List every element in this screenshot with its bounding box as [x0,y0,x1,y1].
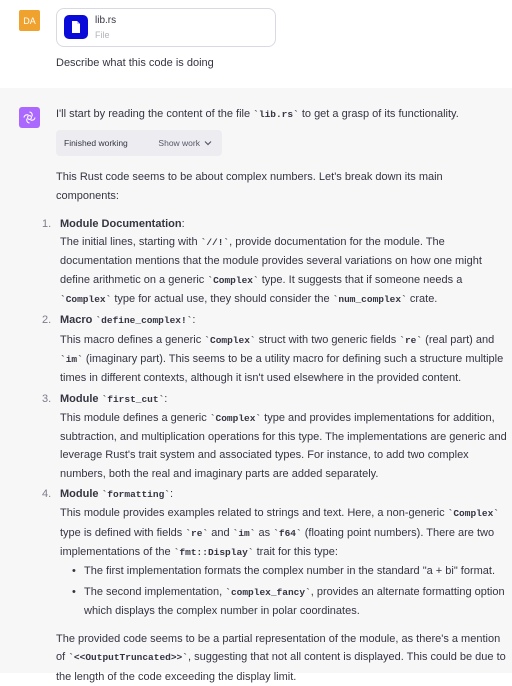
item-title: Macro [60,314,96,327]
item-text: (real part) and [422,333,495,346]
outro-text-start: The provided code seems to be a partial representation of the module, as there's a mention of [56,633,501,664]
show-work-button[interactable] [158,134,212,152]
assistant-message-content [42,105,508,686]
user-avatar: DA [19,10,40,31]
item-text: as [255,526,274,539]
inline-code: `formatting` [101,489,170,501]
item-text: trait for this type: [253,545,338,558]
outro-text [56,630,508,686]
user-message-block [0,0,512,88]
list-item [42,390,508,483]
item-text: (floating point numbers). There are two implementations of the [60,526,495,558]
list-item [42,215,508,309]
item-title: Module Documentation [60,217,182,230]
item-text: This module provides examples related to strings and text. Here, a non-generic [60,507,448,520]
inline-code: `Complex` [204,334,256,346]
sub-list-item [72,583,508,621]
sub-list [72,562,508,620]
item-title-suffix: : [169,488,174,501]
item-text: crate. [406,293,438,306]
sub-list-item [72,562,508,580]
item-title: Module [60,392,102,405]
opening-text: I'll start by reading the content of the file [56,108,254,120]
item-text: (imaginary part). This seems to be a utility macro for defining such a structure multiple times in different contexts, although it isn't used elsewhere in the provided content. [60,352,504,385]
inline-code: `Complex` [207,274,259,286]
file-attachment-card[interactable] [56,8,276,47]
inline-code: `im` [232,527,256,539]
list-number: 3. [42,392,52,405]
item-text: , provide documentation for the module. The documentation mentions that the module provides several variations on how one might define arithmetic on a generic [60,236,482,286]
list-number: 2. [42,314,52,327]
item-text: struct with two generic fields [255,333,400,346]
assistant-opening [56,105,508,124]
intro-text: This Rust code seems to be about complex numbers. Let's break down its main components: [56,171,443,202]
item-title-suffix: : [164,392,168,405]
item-text: type. It suggests that if someone needs a [258,273,463,286]
file-type: File [95,30,110,40]
inline-code: `first_cut` [101,393,165,405]
list-item [42,485,508,620]
inline-code: `complex_fancy` [225,586,311,598]
item-text: type is defined with fields [60,526,186,539]
list-item [42,311,508,387]
inline-code: `fmt::Display` [173,546,254,558]
inline-code: `im` [60,353,83,365]
assistant-message-block [0,88,512,683]
chevron-down-icon [204,139,212,147]
item-title: Module [60,488,102,501]
item-title-suffix: : [181,217,185,230]
item-text: and [208,526,233,539]
opening-text-end: to get a grasp of its functionality. [298,108,459,120]
inline-code: `Complex` [60,294,112,306]
item-title-suffix: : [192,314,196,327]
inline-code: `lib.rs` [253,109,299,120]
bullet-text: The first implementation formats the complex number in the standard "a + bi" format. [84,565,496,578]
item-text: This module defines a generic [60,411,210,424]
inline-code: `re` [399,334,423,346]
show-work-label: Show work [158,138,200,149]
bullet-text: , provides an alternate formatting option which displays the complex number in polar coordinates. [84,585,505,617]
list-number: 4. [42,488,52,501]
outro-text-end: , suggesting that not all content is displayed. This could be due to the length of the code exceeding the display limit. [56,651,506,683]
inline-code: `Complex` [209,412,262,424]
inline-code: `Complex` [447,508,499,520]
item-text: This macro defines a generic [60,333,205,346]
assistant-logo-icon [19,107,40,128]
list-number: 1. [42,217,52,230]
work-status-bar [56,130,222,156]
inline-code: `f64` [273,527,302,539]
inline-code: `re` [185,527,209,539]
inline-code: `define_complex!` [95,315,193,327]
item-text: type and provides implementations for addition, subtraction, and multiplication operations for this type. The implementations are generic and leverage Rust's trait system and associated types. For instance, to add two complex numbers, both the real and imaginary parts are added separately. [60,411,507,480]
inline-code: `//!` [200,237,230,249]
file-name: lib.rs [95,15,117,26]
bullet-text: The second implementation, [84,585,226,598]
item-text: The initial lines, starting with [60,236,201,249]
components-list [42,215,508,620]
document-icon [64,15,88,39]
user-message-text: Describe what this code is doing [56,57,214,69]
item-text: type for actual use, they should consider the [111,293,333,306]
work-status-label: Finished working [64,138,128,149]
inline-code: `<<OutputTruncated>>` [68,652,188,664]
inline-code: `num_complex` [332,294,407,306]
